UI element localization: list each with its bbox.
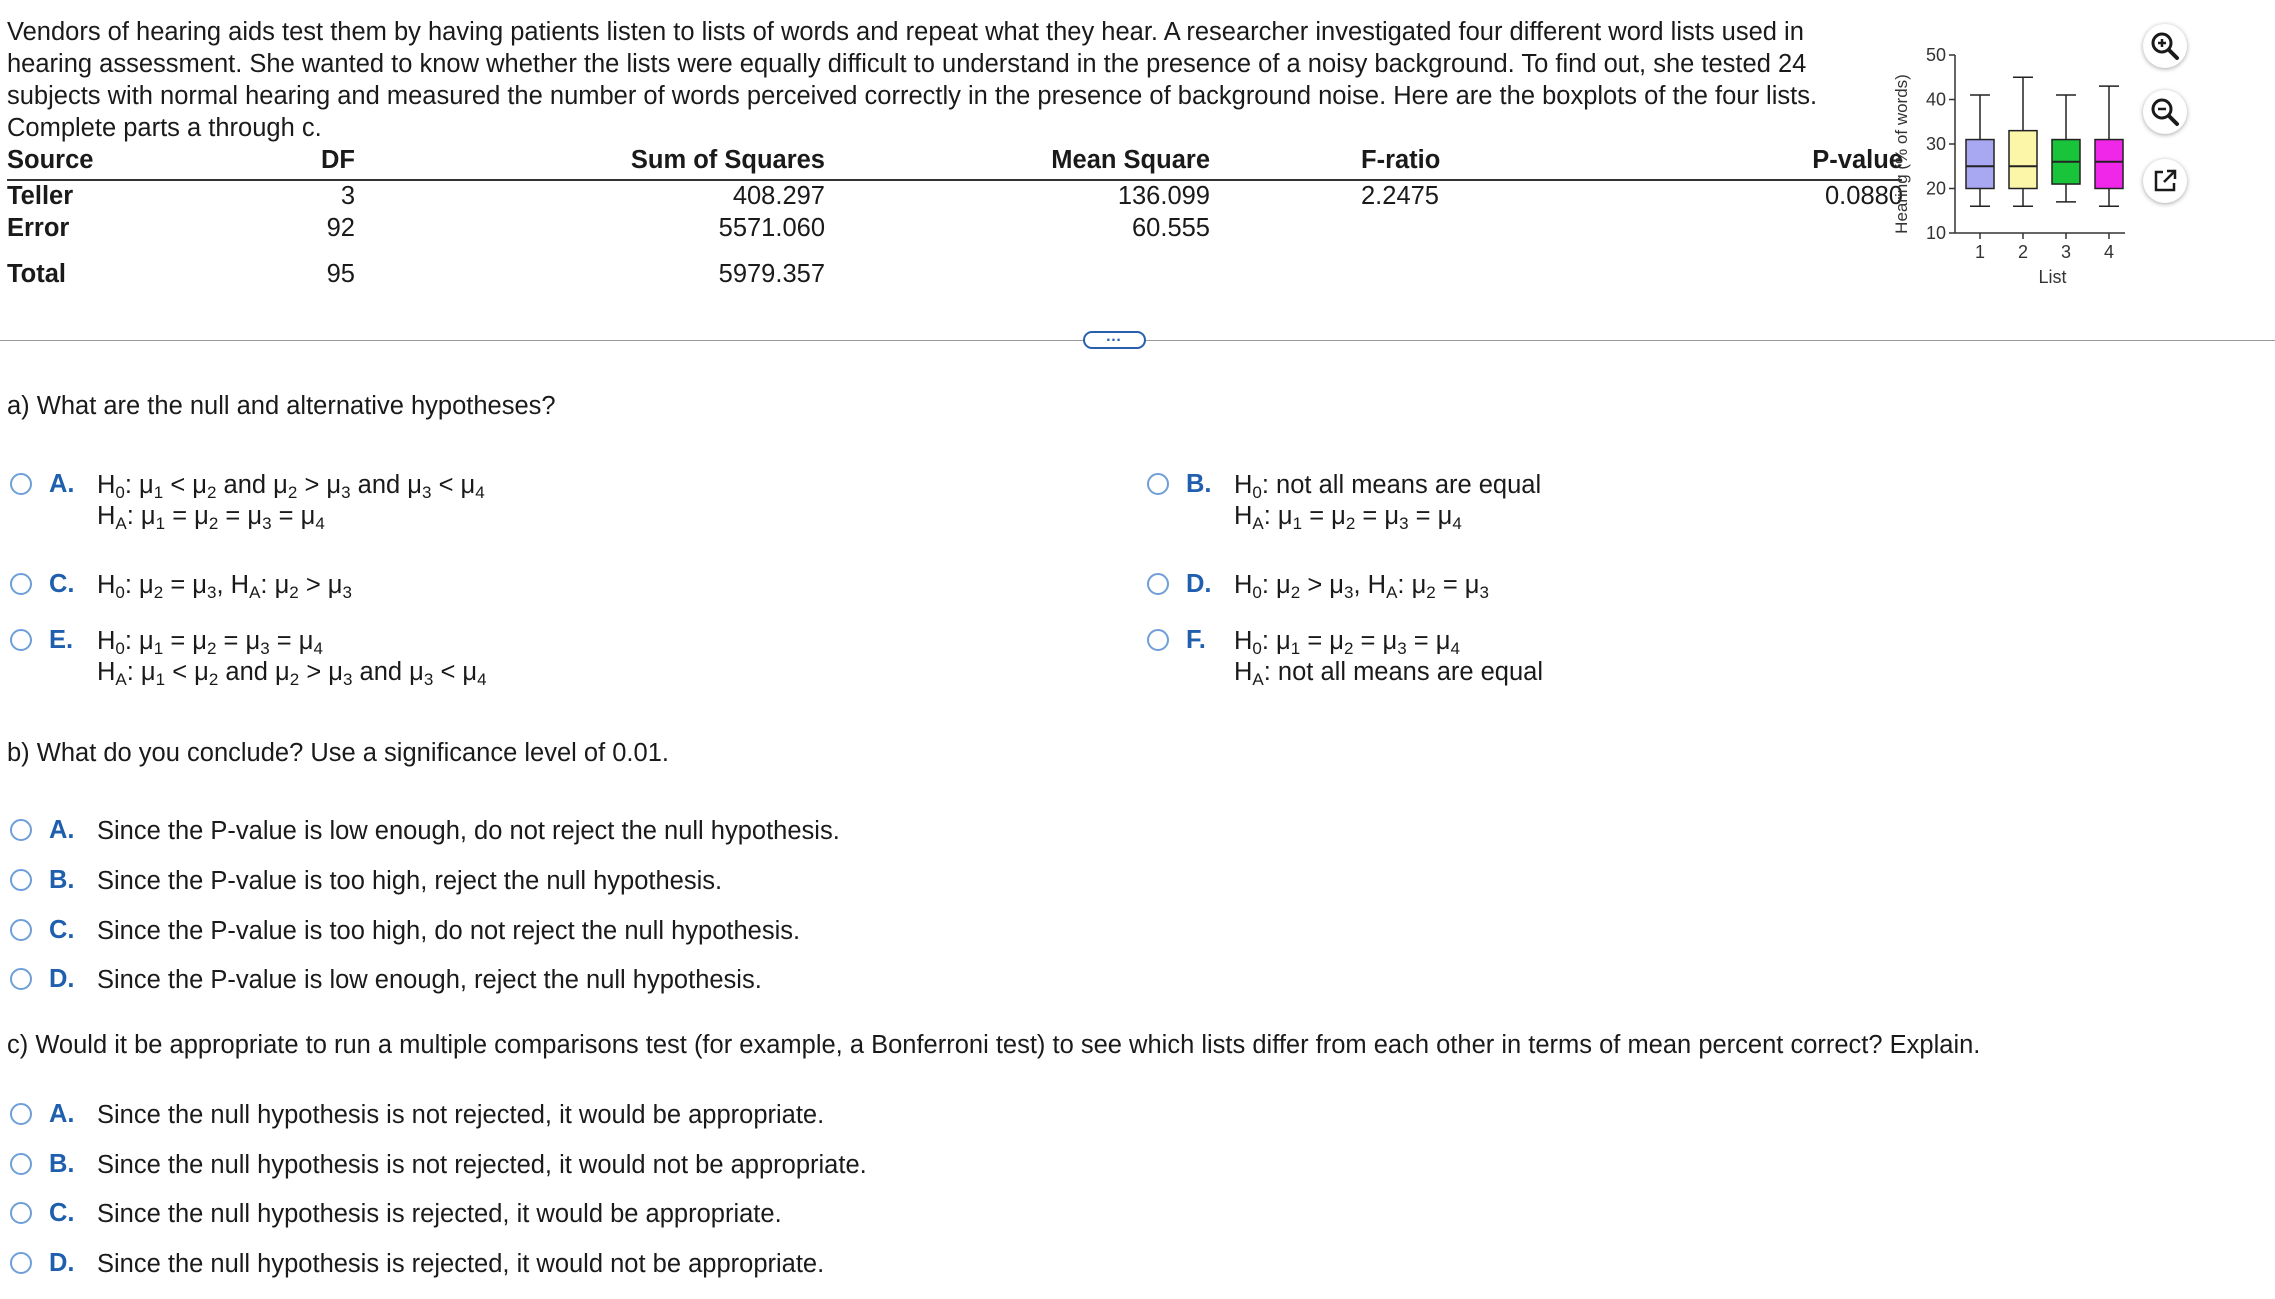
option-letter: B. [1186,470,1212,498]
radio-button[interactable] [10,869,32,891]
box-list-1 [1966,140,1994,189]
popout-icon [2150,166,2180,196]
option-letter: C. [49,570,75,598]
option-ha: $H_A$: $\mu_1 = \mu_2 = \mu_3 = \mu_4$ [1234,502,1462,533]
option-letter: B. [49,866,75,894]
radio-button[interactable] [10,629,32,651]
x-tick-label: 4 [2103,242,2115,262]
option-h0: $H_0$: $\mu_1 = \mu_2 = \mu_3 = \mu_4$ [1234,627,1460,658]
zoom-in-button[interactable] [2143,24,2187,68]
table-header-rule [7,179,1902,181]
radio-button[interactable] [10,573,32,595]
radio-button[interactable] [10,919,32,941]
question-a: a) What are the null and alternative hypotheses? [7,392,556,420]
x-tick-label: 3 [2060,242,2072,262]
radio-button[interactable] [10,819,32,841]
popout-button[interactable] [2143,159,2187,203]
radio-button[interactable] [1147,573,1169,595]
row-total-ss: 5979.357 [718,260,825,288]
option-text: Since the P-value is too high, do not reject the null hypothesis. [97,917,801,945]
option-text: Since the P-value is low enough, do not reject the null hypothesis. [97,817,840,845]
option-ha: $H_A$: not all means are equal [1234,658,1544,689]
boxplot-chart [1885,40,2135,310]
problem-line: hearing assessment. She wanted to know whether the lists were equally difficult to understand in the presence of a noisy background. To find out, she tested 24 [7,50,1807,78]
option-text: Since the null hypothesis is rejected, it would not be appropriate. [97,1250,825,1278]
row-error-ss: 5571.060 [718,214,825,242]
option-letter: D. [49,965,75,993]
row-error-source: Error [7,214,70,242]
option-letter: D. [1186,570,1212,598]
x-tick-label: 2 [2017,242,2029,262]
option-h0: $H_0$: not all means are equal [1234,471,1542,502]
header-ss: Sum of Squares [630,146,825,174]
option-h0: $H_0$: $\mu_1 = \mu_2 = \mu_3 = \mu_4$ [97,627,323,658]
option-text: Since the P-value is low enough, reject the null hypothesis. [97,966,762,994]
zoom-in-icon [2149,30,2181,62]
option-h0: $H_0$: $\mu_1 < \mu_2$ and $\mu_2 > \mu_3$ and $\mu_3 < \mu_4$ [97,471,485,502]
question-c: c) Would it be appropriate to run a multiple comparisons test (for example, a Bonferroni test) to see which lists differ from each other in terms of mean percent correct? Explain. [7,1031,1981,1059]
radio-button[interactable] [1147,629,1169,651]
row-teller-ms: 136.099 [1117,182,1210,210]
row-teller-f: 2.2475 [1361,182,1439,210]
option-letter: B. [49,1150,75,1178]
option-ha: $H_A$: $\mu_1 < \mu_2$ and $\mu_2 > \mu_3$ and $\mu_3 < \mu_4$ [97,658,487,689]
option-text: Since the null hypothesis is not rejected, it would be appropriate. [97,1101,825,1129]
problem-line: Vendors of hearing aids test them by having patients listen to lists of words and repeat what they hear. A researcher investigated four different word lists used in [7,18,1804,46]
option-text: Since the null hypothesis is not rejected, it would not be appropriate. [97,1151,867,1179]
header-p: P-value [1812,146,1903,174]
option-h0: $H_0$: $\mu_2 > \mu_3$, $H_A$: $\mu_2 = \mu_3$ [1234,571,1489,602]
radio-button[interactable] [10,473,32,495]
option-letter: F. [1186,626,1206,654]
option-letter: A. [49,1100,75,1128]
y-tick-label: 10 [1925,223,1946,243]
header-df: DF [321,146,355,174]
radio-button[interactable] [10,1153,32,1175]
problem-line: Complete parts a through c. [7,114,322,142]
radio-button[interactable] [1147,473,1169,495]
y-tick-label: 30 [1925,134,1946,154]
problem-line: subjects with normal hearing and measured the number of words perceived correctly in the presence of background noise. Here are the boxplots of the four lists. [7,82,1818,110]
radio-button[interactable] [10,968,32,990]
x-axis-label: List [2038,267,2067,287]
row-total-source: Total [7,260,67,288]
option-h0: $H_0$: $\mu_2 = \mu_3$, $H_A$: $\mu_2 > \mu_3$ [97,571,352,602]
y-tick-label: 50 [1925,45,1946,65]
option-text: Since the P-value is too high, reject the null hypothesis. [97,867,723,895]
box-list-2 [2009,131,2037,189]
y-tick-label: 40 [1925,89,1946,110]
row-teller-ss: 408.297 [732,182,825,210]
question-b: b) What do you conclude? Use a significance level of 0.01. [7,739,669,767]
radio-button[interactable] [10,1252,32,1274]
option-text: Since the null hypothesis is rejected, it would be appropriate. [97,1200,782,1228]
option-letter: D. [49,1249,75,1277]
header-ms: Mean Square [1051,146,1210,174]
row-teller-source: Teller [7,182,74,210]
option-letter: E. [49,626,74,654]
y-tick-label: 20 [1925,178,1946,199]
radio-button[interactable] [10,1103,32,1125]
row-error-df: 92 [326,214,355,242]
x-tick-label: 1 [1974,242,1986,262]
problem-statement [7,16,1887,144]
row-total-df: 95 [326,260,355,288]
radio-button[interactable] [10,1202,32,1224]
option-letter: C. [49,1199,75,1227]
anova-table [7,142,1907,292]
row-teller-df: 3 [340,182,355,210]
zoom-out-icon [2149,96,2181,128]
option-ha: $H_A$: $\mu_1 = \mu_2 = \mu_3 = \mu_4$ [97,502,325,533]
option-letter: A. [49,816,75,844]
header-f: F-ratio [1361,146,1441,174]
expand-button[interactable]: … [1083,331,1146,349]
y-axis-label: Hearing (% of words) [1892,74,1911,234]
box-list-4 [2095,140,2123,189]
row-error-ms: 60.555 [1132,214,1210,242]
zoom-out-button[interactable] [2143,90,2187,134]
row-teller-p: 0.0880 [1825,182,1903,210]
option-letter: C. [49,916,75,944]
header-source: Source [7,146,94,174]
option-letter: A. [49,470,75,498]
